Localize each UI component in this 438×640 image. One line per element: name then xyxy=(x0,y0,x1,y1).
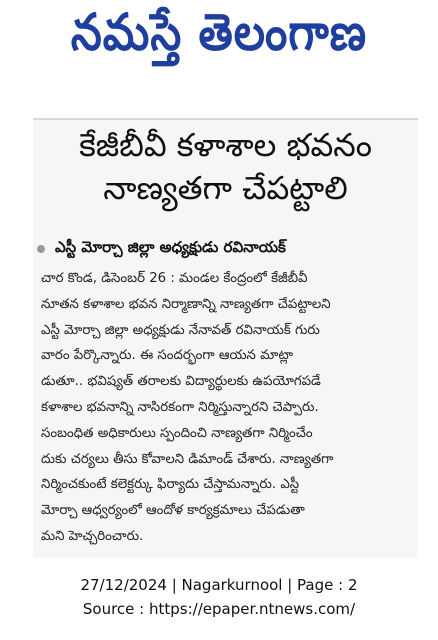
source-url: Source : https://epaper.ntnews.com/ xyxy=(82,600,356,618)
body-line: డుతూ.. భవిష్యత్ తరాలకు విద్యార్థులకు ఉపయోగపడే xyxy=(41,374,321,390)
body-line: చార కొండ, డిసెంబర్ 26 : మండల కేంద్రంలో కేజీబీవీ xyxy=(41,271,308,286)
clipping-border xyxy=(33,118,418,120)
source-footer xyxy=(0,573,438,621)
body-line: సంబంధిత అధికారులు స్పందించి నాణ్యతగా నిర్మించేం xyxy=(41,425,313,441)
newspaper-masthead xyxy=(0,0,438,78)
article-body xyxy=(41,266,415,550)
headline-line-1: కేజీబీవీ కళాశాల భవనం xyxy=(79,126,372,164)
body-line: ఎస్టీ మోర్చా జిల్లా అధ్యక్షుడు నేనావత్ రవినాయక్ గురు xyxy=(41,322,320,338)
edition-info: 27/12/2024 | Nagarkurnool | Page : 2 xyxy=(80,576,358,594)
body-line: మని హెచ్చరించారు. xyxy=(41,528,144,544)
body-line: దుకు చర్యలు తీసు కోవాలని డిమాండ్ చేశారు. నాణ్యతగా xyxy=(41,451,334,467)
body-line: కళాశాల భవనాన్ని నాసిరకంగా నిర్మిస్తున్నారని చెప్పారు. xyxy=(41,399,319,415)
body-line: నూతన కళాశాల భవన నిర్మాణాన్ని నాణ్యతగా చేపట్టాలని xyxy=(41,296,331,312)
article-subheading xyxy=(33,238,418,260)
article-headline xyxy=(33,124,418,210)
news-clipping xyxy=(33,118,418,558)
body-line: మోర్చా ఆధ్వర్యంలో ఆందోళ కార్యక్రమాలు చేపడుతా xyxy=(41,503,305,519)
headline-line-2: నాణ్యతగా చేపట్టాలి xyxy=(103,169,348,207)
body-line: వారం పేర్కొన్నారు. ఈ సందర్భంగా ఆయన మాట్లా xyxy=(41,348,293,364)
subheading-text: ఎస్టీ మోర్చా జిల్లా అధ్యక్షుడు రవినాయక్ xyxy=(55,238,286,256)
newspaper-name: నమస్తే తెలంగాణ xyxy=(70,3,368,62)
bullet-icon xyxy=(37,245,45,253)
body-line: నిర్మించకుంటే కలెక్టర్కు ఫిర్యాదు చేస్తామన్నారు. ఎస్టీ xyxy=(41,477,300,493)
